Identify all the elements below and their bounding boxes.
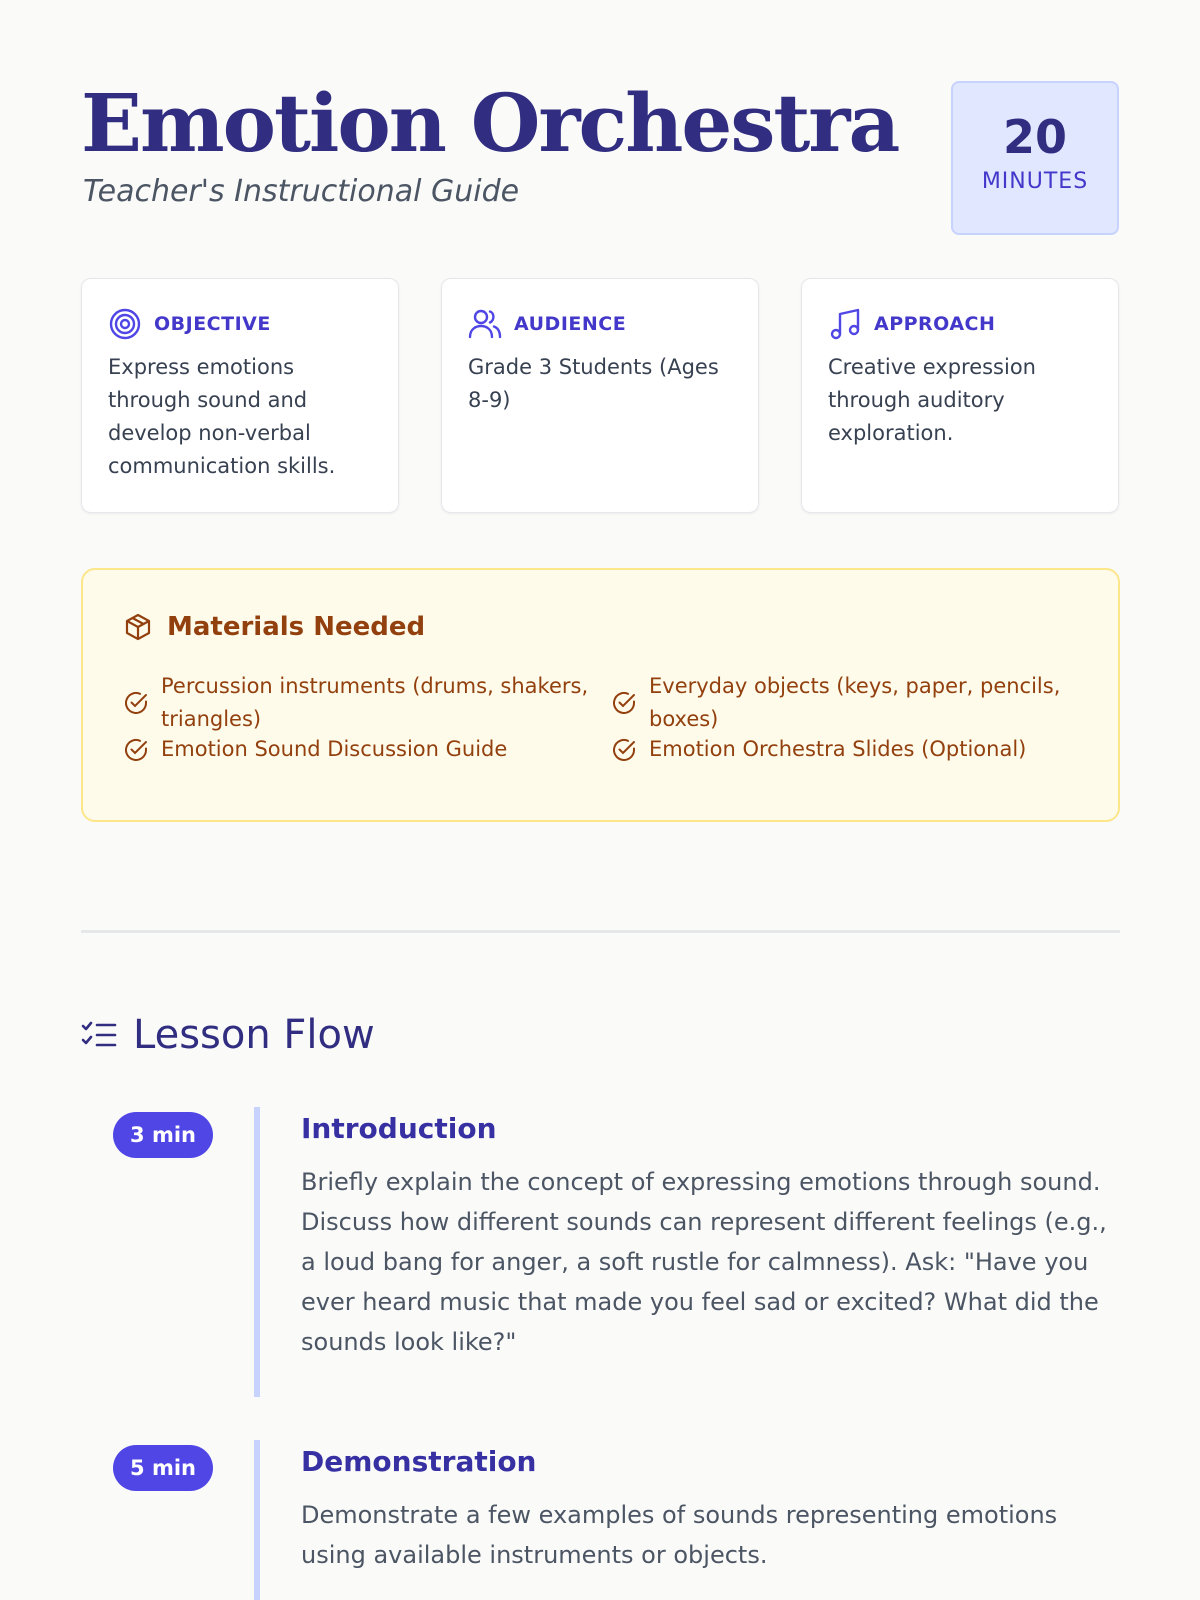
step-time-badge: 3 min <box>113 1112 213 1158</box>
approach-label: APPROACH <box>874 313 996 335</box>
lesson-flow-heading <box>81 1012 375 1058</box>
duration-unit: MINUTES <box>981 169 1089 194</box>
package-icon <box>123 612 153 642</box>
step-time-badge: 5 min <box>113 1445 213 1491</box>
material-item <box>123 733 593 766</box>
objective-text: Express emotions through sound and develop non-verbal communication skills. <box>108 355 336 478</box>
approach-card <box>801 278 1119 513</box>
page-subtitle: Teacher's Instructional Guide <box>83 174 520 209</box>
objective-card <box>81 278 399 513</box>
material-item <box>611 733 1081 766</box>
check-circle-icon <box>123 737 149 763</box>
audience-label: AUDIENCE <box>514 313 627 335</box>
step-timeline-bar <box>254 1440 260 1600</box>
lesson-flow-title: Lesson Flow <box>133 1012 375 1058</box>
audience-text: Grade 3 Students (Ages 8-9) <box>468 355 719 412</box>
section-divider <box>81 930 1120 933</box>
list-checks-icon <box>81 1019 117 1051</box>
check-circle-icon <box>123 690 149 716</box>
duration-value: 20 <box>1002 110 1067 164</box>
approach-text: Creative expression through auditory exploration. <box>828 355 1036 445</box>
target-icon <box>108 307 142 341</box>
materials-title: Materials Needed <box>167 612 426 642</box>
page-title: Emotion Orchestra <box>81 76 899 170</box>
duration-badge <box>951 81 1119 235</box>
step-title: Demonstration <box>301 1445 537 1478</box>
objective-label: OBJECTIVE <box>154 313 271 335</box>
step-timeline-bar <box>254 1107 260 1397</box>
check-circle-icon <box>611 690 637 716</box>
lesson-guide-page <box>81 0 1120 1600</box>
material-item <box>123 670 593 736</box>
materials-section <box>81 568 1120 822</box>
step-description: Briefly explain the concept of expressing emotions through sound. Discuss how different sounds can represent different feelings (e.g., a loud bang for anger, a soft rustle for calmness). Ask: "Have you ever heard music that made you feel sad or excited? What did the sounds look like?" <box>301 1168 1107 1356</box>
audience-card <box>441 278 759 513</box>
check-circle-icon <box>611 737 637 763</box>
material-item-text: Everyday objects (keys, paper, pencils, boxes) <box>649 674 1061 731</box>
users-icon <box>468 307 502 341</box>
material-item <box>611 670 1081 736</box>
material-item-text: Emotion Sound Discussion Guide <box>161 737 508 761</box>
material-item-text: Emotion Orchestra Slides (Optional) <box>649 737 1027 761</box>
step-description: Demonstrate a few examples of sounds representing emotions using available instruments or objects. <box>301 1501 1058 1569</box>
step-title: Introduction <box>301 1112 497 1145</box>
music-note-icon <box>828 307 862 341</box>
material-item-text: Percussion instruments (drums, shakers, triangles) <box>161 674 589 731</box>
